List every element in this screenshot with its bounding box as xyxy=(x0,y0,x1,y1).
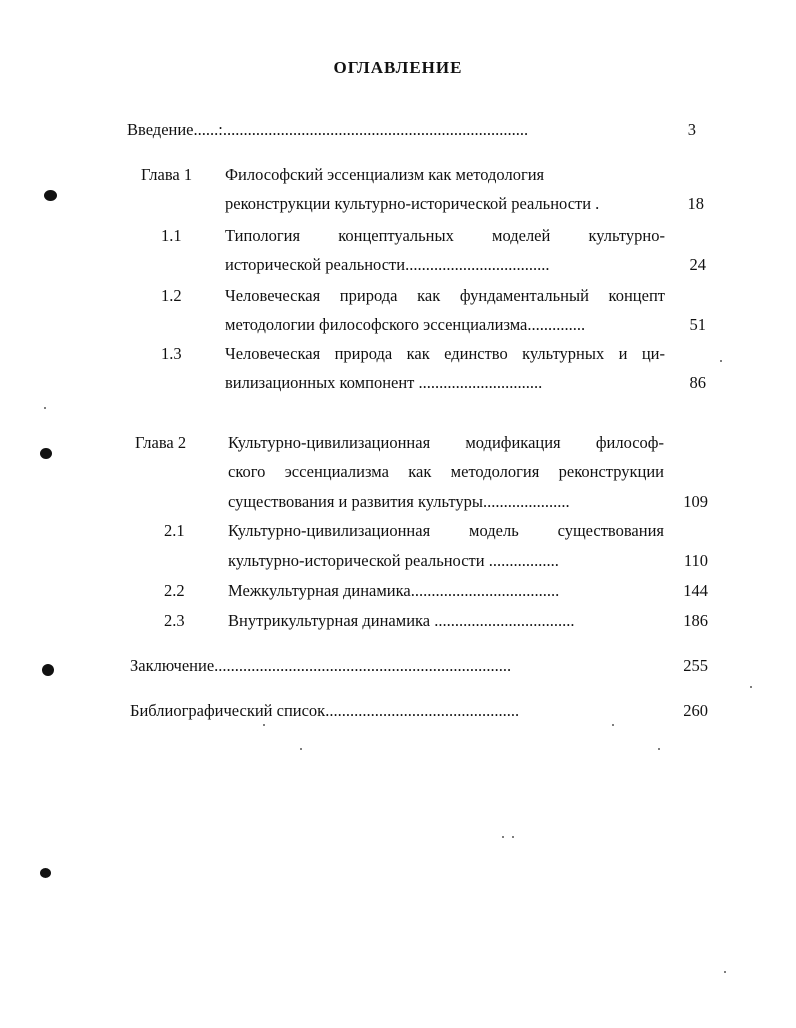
speck-mark xyxy=(300,748,302,750)
toc-entry-section-line2 xyxy=(225,373,542,393)
binder-mark-icon xyxy=(40,448,52,459)
toc-leader: ................. xyxy=(484,551,559,570)
speck-mark xyxy=(724,971,726,973)
binder-mark-icon xyxy=(44,190,57,201)
speck-mark xyxy=(502,836,504,838)
toc-leader: ................................... xyxy=(405,255,550,274)
toc-entry-title: Внутрикультурная динамика xyxy=(228,611,431,630)
section-number: 2.3 xyxy=(164,611,185,630)
toc-entry-title: методологии философского эссенциализма xyxy=(225,315,528,334)
toc-page-number: 24 xyxy=(689,255,706,274)
section-number: 2.1 xyxy=(164,521,185,540)
toc-page-number: 144 xyxy=(683,581,708,600)
toc-entry-conclusion xyxy=(130,656,511,676)
toc-entry-title: вилизационных компонент xyxy=(225,373,415,392)
toc-page-number: 186 xyxy=(683,611,708,630)
toc-entry-section-line1: Человеческая природа как фундаментальный концепт xyxy=(225,286,665,305)
toc-entry-chapter1-line1: Философский эссенциализм как методология xyxy=(225,165,545,184)
speck-mark xyxy=(263,724,265,726)
toc-entry-chapter2-line2: ского эссенциализма как методология реконструкции xyxy=(228,462,664,481)
toc-entry-section-line1: Культурно-цивилизационная модель существования xyxy=(228,521,664,540)
toc-leader: .................................. xyxy=(430,611,575,630)
toc-leader: ......:.......................................................................... xyxy=(193,120,529,139)
toc-entry-title: Библиографический список xyxy=(130,701,326,720)
toc-page-number: 86 xyxy=(689,373,706,392)
toc-entry-section-line1 xyxy=(228,581,559,601)
binder-mark-icon xyxy=(40,868,51,878)
toc-page-number: 255 xyxy=(683,656,708,675)
toc-entry-section-line1 xyxy=(228,611,575,631)
toc-entry-section-line1: Типология концептуальных моделей культурно- xyxy=(225,226,665,245)
toc-entry-bibliography xyxy=(130,701,519,721)
toc-entry-chapter1-line2: реконструкции культурно-исторической реальности . xyxy=(225,194,600,213)
chapter-label: Глава 1 xyxy=(141,165,193,184)
toc-entry-section-line2 xyxy=(225,255,549,275)
toc-entry-title: Заключение xyxy=(130,656,215,675)
toc-leader: .............................. xyxy=(414,373,543,392)
page-title: ОГЛАВЛЕНИЕ xyxy=(333,58,463,77)
toc-entry-title: Введение xyxy=(127,120,194,139)
toc-entry-title: Межкультурная динамика xyxy=(228,581,411,600)
toc-page-number: 260 xyxy=(683,701,708,720)
section-number: 1.3 xyxy=(161,344,182,363)
toc-page-number: 3 xyxy=(687,120,696,139)
toc-leader: ..................... xyxy=(482,492,570,511)
chapter-label: Глава 2 xyxy=(135,433,187,452)
toc-entry-title: культурно-исторической реальности xyxy=(228,551,485,570)
toc-entry-section-line2 xyxy=(225,315,585,335)
toc-entry-title: существования и развития культуры xyxy=(228,492,483,511)
toc-entry-section-line1: Человеческая природа как единство культурных и ци- xyxy=(225,344,665,363)
speck-mark xyxy=(720,360,722,362)
toc-entry-chapter2-line1: Культурно-цивилизационная модификация философ- xyxy=(228,433,664,452)
toc-page-number: 109 xyxy=(683,492,708,511)
toc-page-number: 51 xyxy=(689,315,706,334)
toc-entry-intro xyxy=(127,120,528,140)
toc-leader: .............. xyxy=(527,315,586,334)
speck-mark xyxy=(612,724,614,726)
toc-entry-chapter2-line3 xyxy=(228,492,570,512)
section-number: 2.2 xyxy=(164,581,185,600)
toc-leader: ............................................... xyxy=(325,701,520,720)
speck-mark xyxy=(512,836,514,838)
toc-entry-section-line2 xyxy=(228,551,559,571)
speck-mark xyxy=(658,748,660,750)
binder-mark-icon xyxy=(42,664,54,676)
section-number: 1.2 xyxy=(161,286,182,305)
toc-page-number: 18 xyxy=(687,194,704,213)
toc-entry-title: исторической реальности xyxy=(225,255,406,274)
section-number: 1.1 xyxy=(161,226,182,245)
toc-page-number: 110 xyxy=(683,551,708,570)
speck-mark xyxy=(44,407,46,409)
toc-leader: .................................... xyxy=(410,581,560,600)
toc-leader: ........................................................................ xyxy=(214,656,512,675)
speck-mark xyxy=(750,686,752,688)
